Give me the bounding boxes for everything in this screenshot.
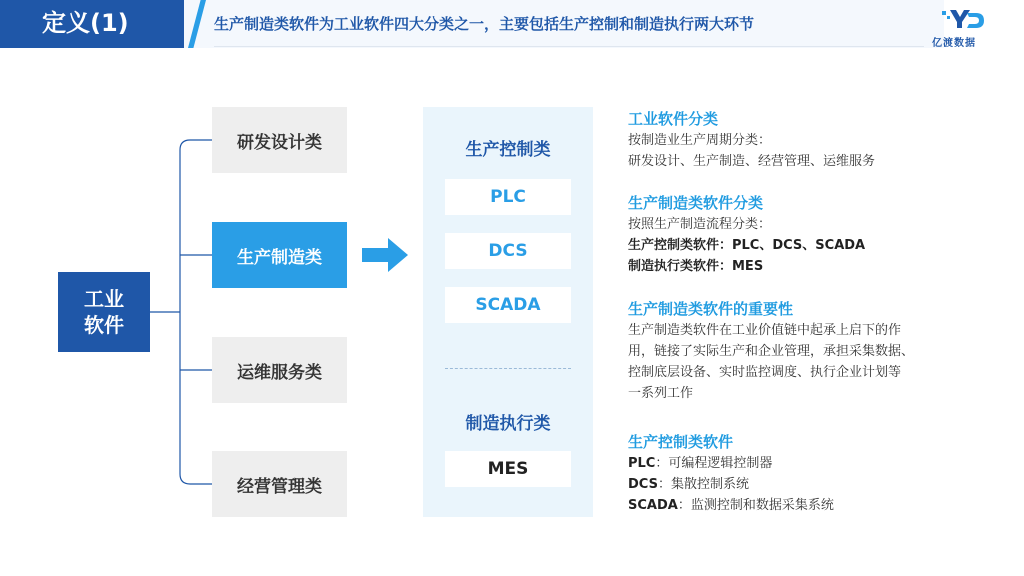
category-operation-service: [212, 337, 347, 403]
root-label-line2: 软件: [84, 313, 124, 337]
term-key: DCS: [628, 477, 658, 492]
group-title-manufacturing-execution: 制造执行类: [465, 414, 551, 434]
production-software-panel: [423, 107, 593, 517]
chip-plc: PLC: [445, 179, 571, 215]
header-divider: [214, 46, 924, 47]
root-label-line1: 工业: [84, 287, 124, 311]
category-production-manufacturing: [212, 222, 347, 288]
info-line: 按制造业生产周期分类：: [628, 133, 772, 148]
info-section-production-classification: [628, 192, 998, 277]
info-section-importance: [628, 298, 998, 404]
group-title-production-control: 生产控制类: [465, 140, 551, 160]
chip-scada: SCADA: [445, 287, 571, 323]
info-section-classification: [628, 108, 998, 172]
chip-dcs: DCS: [445, 233, 571, 269]
info-line: [628, 495, 998, 516]
info-line: 制造执行类软件：MES: [628, 259, 764, 274]
chip-mes: MES: [445, 451, 571, 487]
info-line: [628, 474, 998, 495]
term-key: PLC: [628, 456, 656, 471]
term-value: ：可编程逻辑控制器: [655, 456, 773, 471]
info-line: 一系列工作: [628, 386, 694, 401]
category-label: 运维服务类: [237, 362, 322, 383]
category-label: 生产制造类: [237, 247, 322, 268]
info-heading: 生产制造类软件的重要性: [628, 300, 794, 318]
category-rd-design: [212, 107, 347, 173]
term-value: ：监测控制和数据采集系统: [677, 498, 834, 513]
category-business-management: [212, 451, 347, 517]
root-node-industrial-software: [58, 272, 150, 352]
info-heading: 工业软件分类: [628, 110, 719, 128]
brand-logo: [928, 8, 998, 48]
category-label: 研发设计类: [237, 132, 322, 153]
slide-header: [0, 0, 1024, 50]
slide-subtitle: 生产制造类软件为工业软件四大分类之一，主要包括生产控制和制造执行两大环节: [214, 15, 755, 33]
info-line: 按照生产制造流程分类：: [628, 217, 772, 232]
info-line: [628, 453, 998, 474]
logo-text: 亿渡数据: [932, 38, 976, 49]
category-label: 经营管理类: [237, 476, 322, 497]
logo-mark-icon: [940, 8, 986, 30]
right-arrow-icon: [362, 237, 408, 273]
info-line: 研发设计、生产制造、经营管理、运维服务: [628, 154, 876, 169]
panel-divider: [445, 368, 571, 369]
info-line: 生产控制类软件：PLC、DCS、SCADA: [628, 238, 866, 253]
slide-title: 定义(1): [42, 9, 129, 37]
info-line: 生产制造类软件在工业价值链中起承上启下的作: [628, 323, 902, 338]
term-value: ：集散控制系统: [657, 477, 749, 492]
term-key: SCADA: [628, 498, 678, 513]
info-heading: 生产控制类软件: [628, 433, 734, 451]
info-line: 控制底层设备、实时监控调度、执行企业计划等: [628, 365, 902, 380]
info-section-control-software: [628, 431, 998, 516]
info-heading: 生产制造类软件分类: [628, 194, 764, 212]
info-line: 用，链接了实际生产和企业管理，承担采集数据、: [628, 344, 915, 359]
